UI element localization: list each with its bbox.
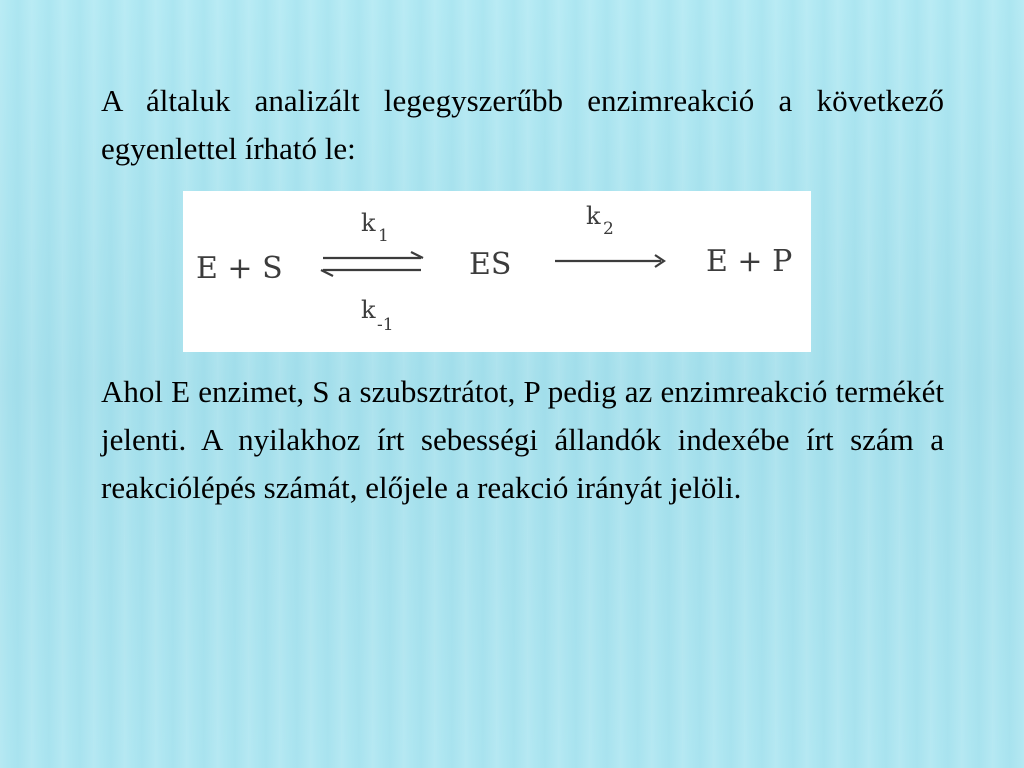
forward-rate-symbol: k [361, 209, 376, 237]
products-label: E + P [706, 244, 793, 279]
equilibrium-arrows-icon [321, 252, 423, 276]
intermediate-label: ES [469, 247, 512, 282]
reverse-rate-subscript: -1 [377, 315, 394, 335]
catalytic-rate-subscript: 2 [603, 219, 614, 239]
intro-paragraph: A általuk analizált legegyszerűbb enzimreakció a következő egyenlettel írható le: [101, 83, 944, 166]
reaction-equation-svg [183, 191, 811, 352]
catalytic-rate-symbol: k [586, 202, 601, 230]
reactants-label: E + S [196, 251, 283, 286]
forward-rate-subscript: 1 [378, 226, 389, 246]
explanation-paragraph: Ahol E enzimet, S a szubsztrátot, P pedig az enzimreakció termékét jelenti. A nyilakhoz írt sebességi állandók indexébe írt szám a reakciólépés számát, előjele a reakció irányát jelöli. [101, 374, 944, 505]
reaction-equation-image [183, 191, 811, 352]
forward-arrow-icon [555, 255, 664, 267]
reverse-rate-symbol: k [361, 296, 376, 324]
